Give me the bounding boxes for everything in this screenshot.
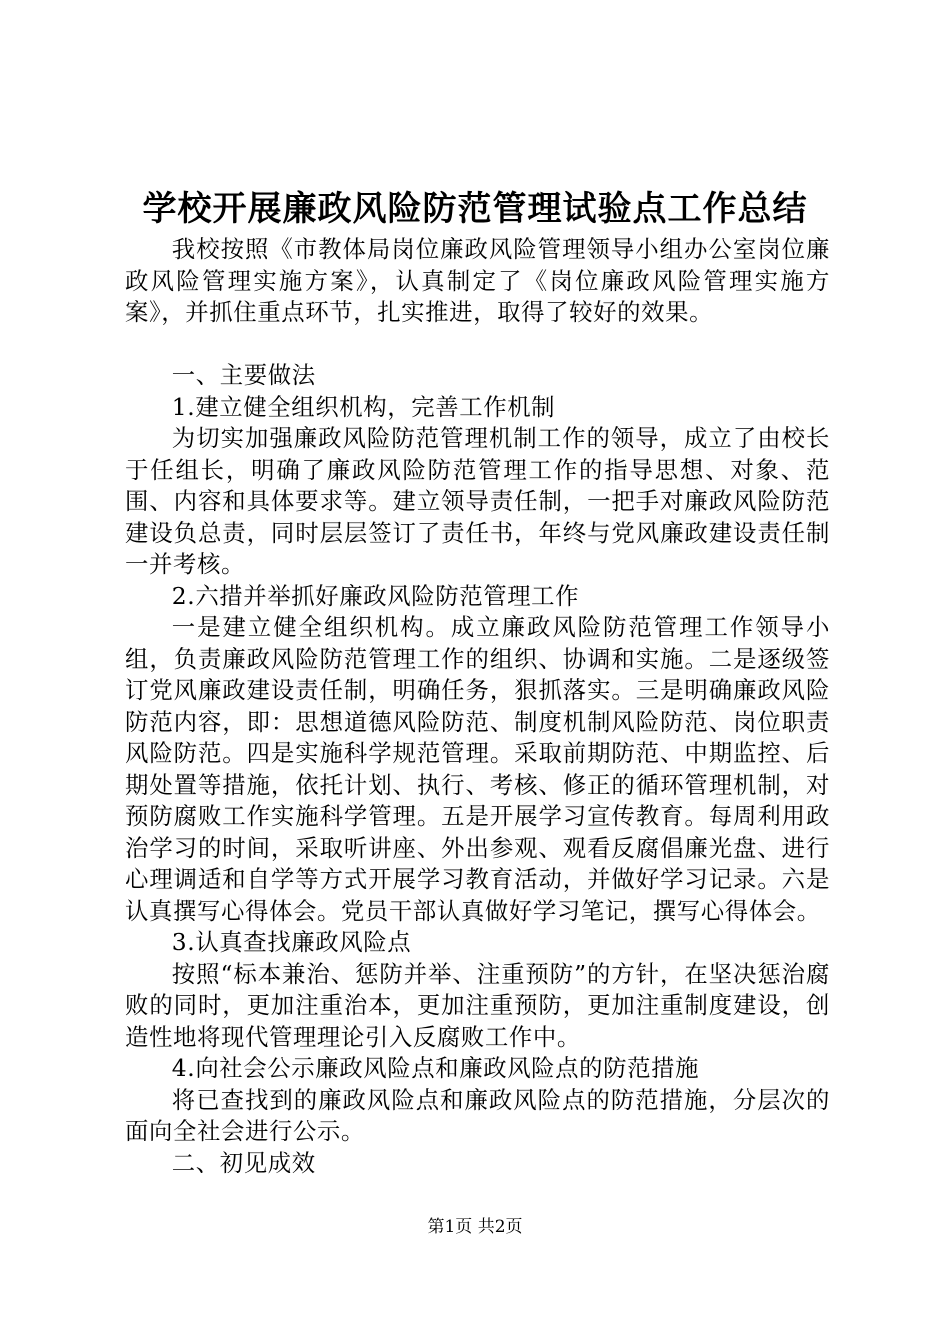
section-heading-results: 二、初见成效 — [171, 1148, 316, 1177]
item-paragraph-1: 为切实加强廉政风险防范管理机制工作的领导，成立了由校长于任组长，明确了廉政风险防范管理工作的指导思想、对象、范围、内容和具体要求等。建立领导责任制，一把手对廉政风险防范建设负总责，同时层层签订了责任书，年终与党风廉政建设责任制一并考核。 — [125, 424, 830, 578]
intro-paragraph: 我校按照《市教体局岗位廉政风险管理领导小组办公室岗位廉政风险管理实施方案》，认真制定了《岗位廉政风险管理实施方案》，并抓住重点环节，扎实推进，取得了较好的效果。 — [125, 235, 830, 326]
document-body — [125, 234, 830, 1179]
item-paragraph-4: 将已查找到的廉政风险点和廉政风险点的防范措施，分层次的面向全社会进行公示。 — [125, 1085, 830, 1145]
item-paragraph-3: 按照“标本兼治、惩防并举、注重预防”的方针，在坚决惩治腐败的同时，更加注重治本，更加注重预防，更加注重制度建设，创造性地将现代管理理论引入反腐败工作中。 — [125, 959, 830, 1051]
item-heading-3: 3.认真查找廉政风险点 — [171, 928, 412, 956]
item-heading-2: 2.六措并举抓好廉政风险防范管理工作 — [171, 581, 580, 610]
section-heading-practices: 一、主要做法 — [171, 361, 316, 389]
item-paragraph-2: 一是建立健全组织机构。成立廉政风险防范管理工作领导小组，负责廉政风险防范管理工作的组织、协调和实施。二是逐级签订党风廉政建设责任制，明确任务，狠抓落实。三是明确廉政风险防范内容，即：思想道德风险防范、制度机制风险防范、岗位职责风险防范。四是实施科学规范管理。采取前期防范、中期监控、后期处置等措施，依托计划、执行、考核、修正的循环管理机制，对预防腐败工作实施科学管理。五是开展学习宣传教育。每周利用政治学习的时间，采取听讲座、外出参观、观看反腐倡廉光盘、进行心理调适和自学等方式开展学习教育活动，并做好学习记录。六是认真撰写心得体会。党员干部认真做好学习笔记，撰写心得体会。 — [125, 613, 830, 925]
document-title: 学校开展廉政风险防范管理试验点工作总结 — [142, 189, 808, 229]
paragraph-gap — [125, 329, 830, 361]
item-heading-1: 1.建立健全组织机构，完善工作机制 — [171, 392, 556, 421]
page-number-footer: 第1页 共2页 — [427, 1217, 523, 1237]
item-heading-4: 4.向社会公示廉政风险点和廉政风险点的防范措施 — [171, 1054, 700, 1082]
